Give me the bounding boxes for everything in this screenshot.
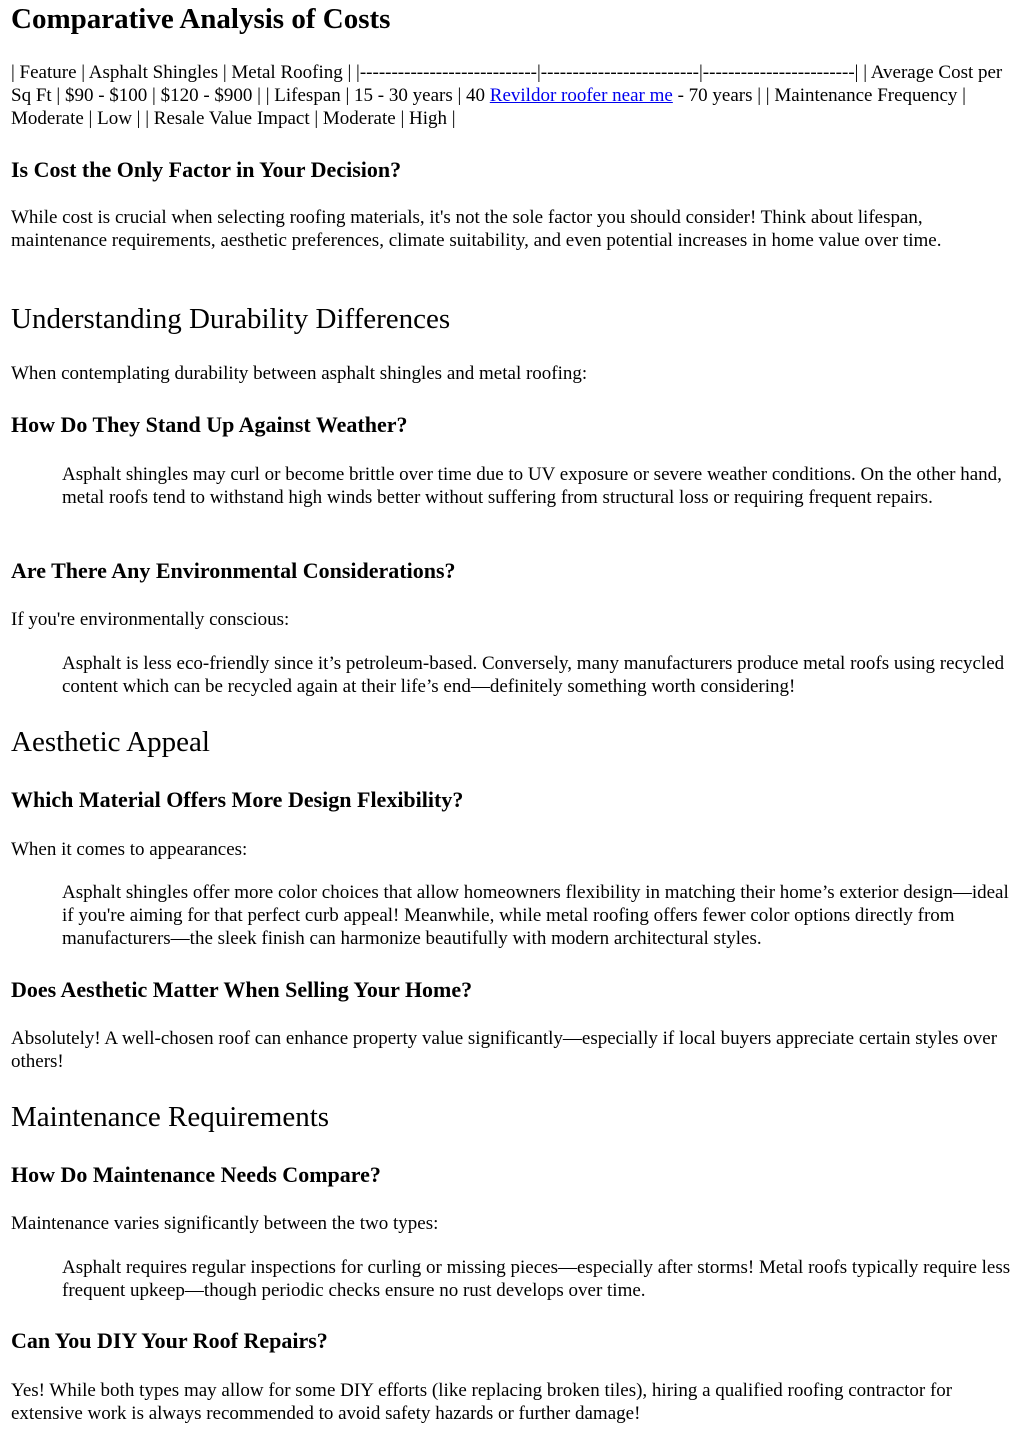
cost-table-text	[11, 61, 1015, 130]
table-text-before-link: | Feature | Asphalt Shingles | Metal Roofing | |----------------------------|-------------------------|------------------------| | Average Cost per Sq Ft | $90 - $100 | $120 - $900 | | Lifespan | 15 - 30 years | 40	[11, 62, 1003, 106]
design-heading: Which Material Offers More Design Flexibility?	[11, 787, 464, 812]
design-text: Asphalt shingles offer more color choices that allow homeowners flexibility in matching their home’s exterior design—ideal if you're aiming for that perfect curb appeal! Meanwhile, while metal roofing offers fewer color options directly from manufacturers—the sleek finish can harmonize beautifully with modern architectural styles.	[62, 882, 1009, 949]
durability-intro: When contemplating durability between asphalt shingles and metal roofing:	[11, 363, 588, 384]
compare-intro: Maintenance varies significantly between the two types:	[11, 1213, 439, 1234]
diy-text: Yes! While both types may allow for some DIY efforts (like replacing broken tiles), hiring a qualified roofing contractor for extensive work is always recommended to avoid safety hazards or further damage!	[11, 1380, 953, 1424]
weather-heading: How Do They Stand Up Against Weather?	[11, 412, 408, 437]
maintenance-heading: Maintenance Requirements	[11, 1101, 330, 1133]
durability-heading: Understanding Durability Differences	[11, 303, 451, 335]
cost-factor-heading: Is Cost the Only Factor in Your Decision?	[11, 157, 402, 182]
environment-text: Asphalt is less eco-friendly since it’s petroleum-based. Conversely, many manufacturers produce metal roofs using recycled content which can be recycled again at their life’s end—definitely something worth considering!	[62, 653, 1005, 697]
table-text-after-link: - 70 years | | Maintenance Frequency | Moderate | Low | | Resale Value Impact | Moderate | High |	[11, 85, 966, 129]
environment-heading: Are There Any Environmental Considerations?	[11, 558, 456, 583]
roofer-link[interactable]: Revildor roofer near me	[489, 85, 673, 106]
aesthetic-heading: Aesthetic Appeal	[11, 726, 210, 758]
selling-heading: Does Aesthetic Matter When Selling Your Home?	[11, 977, 473, 1002]
compare-heading: How Do Maintenance Needs Compare?	[11, 1162, 381, 1187]
environment-intro: If you're environmentally conscious:	[11, 609, 290, 630]
compare-text: Asphalt requires regular inspections for curling or missing pieces—especially after storms! Metal roofs typically require less frequent upkeep—though periodic checks ensure no rust develops over time.	[62, 1257, 1011, 1301]
design-intro: When it comes to appearances:	[11, 839, 248, 860]
section-title-costs: Comparative Analysis of Costs	[11, 3, 391, 35]
diy-heading: Can You DIY Your Roof Repairs?	[11, 1328, 328, 1353]
weather-text: Asphalt shingles may curl or become brittle over time due to UV exposure or severe weather conditions. On the other hand, metal roofs tend to withstand high winds better without suffering from structural loss or requiring frequent repairs.	[62, 464, 1002, 508]
selling-text: Absolutely! A well-chosen roof can enhance property value significantly—especially if local buyers appreciate certain styles over others!	[11, 1028, 998, 1072]
cost-factor-text: While cost is crucial when selecting roofing materials, it's not the sole factor you should consider! Think about lifespan, maintenance requirements, aesthetic preferences, climate suitability, and even potential increases in home value over time.	[11, 207, 942, 251]
